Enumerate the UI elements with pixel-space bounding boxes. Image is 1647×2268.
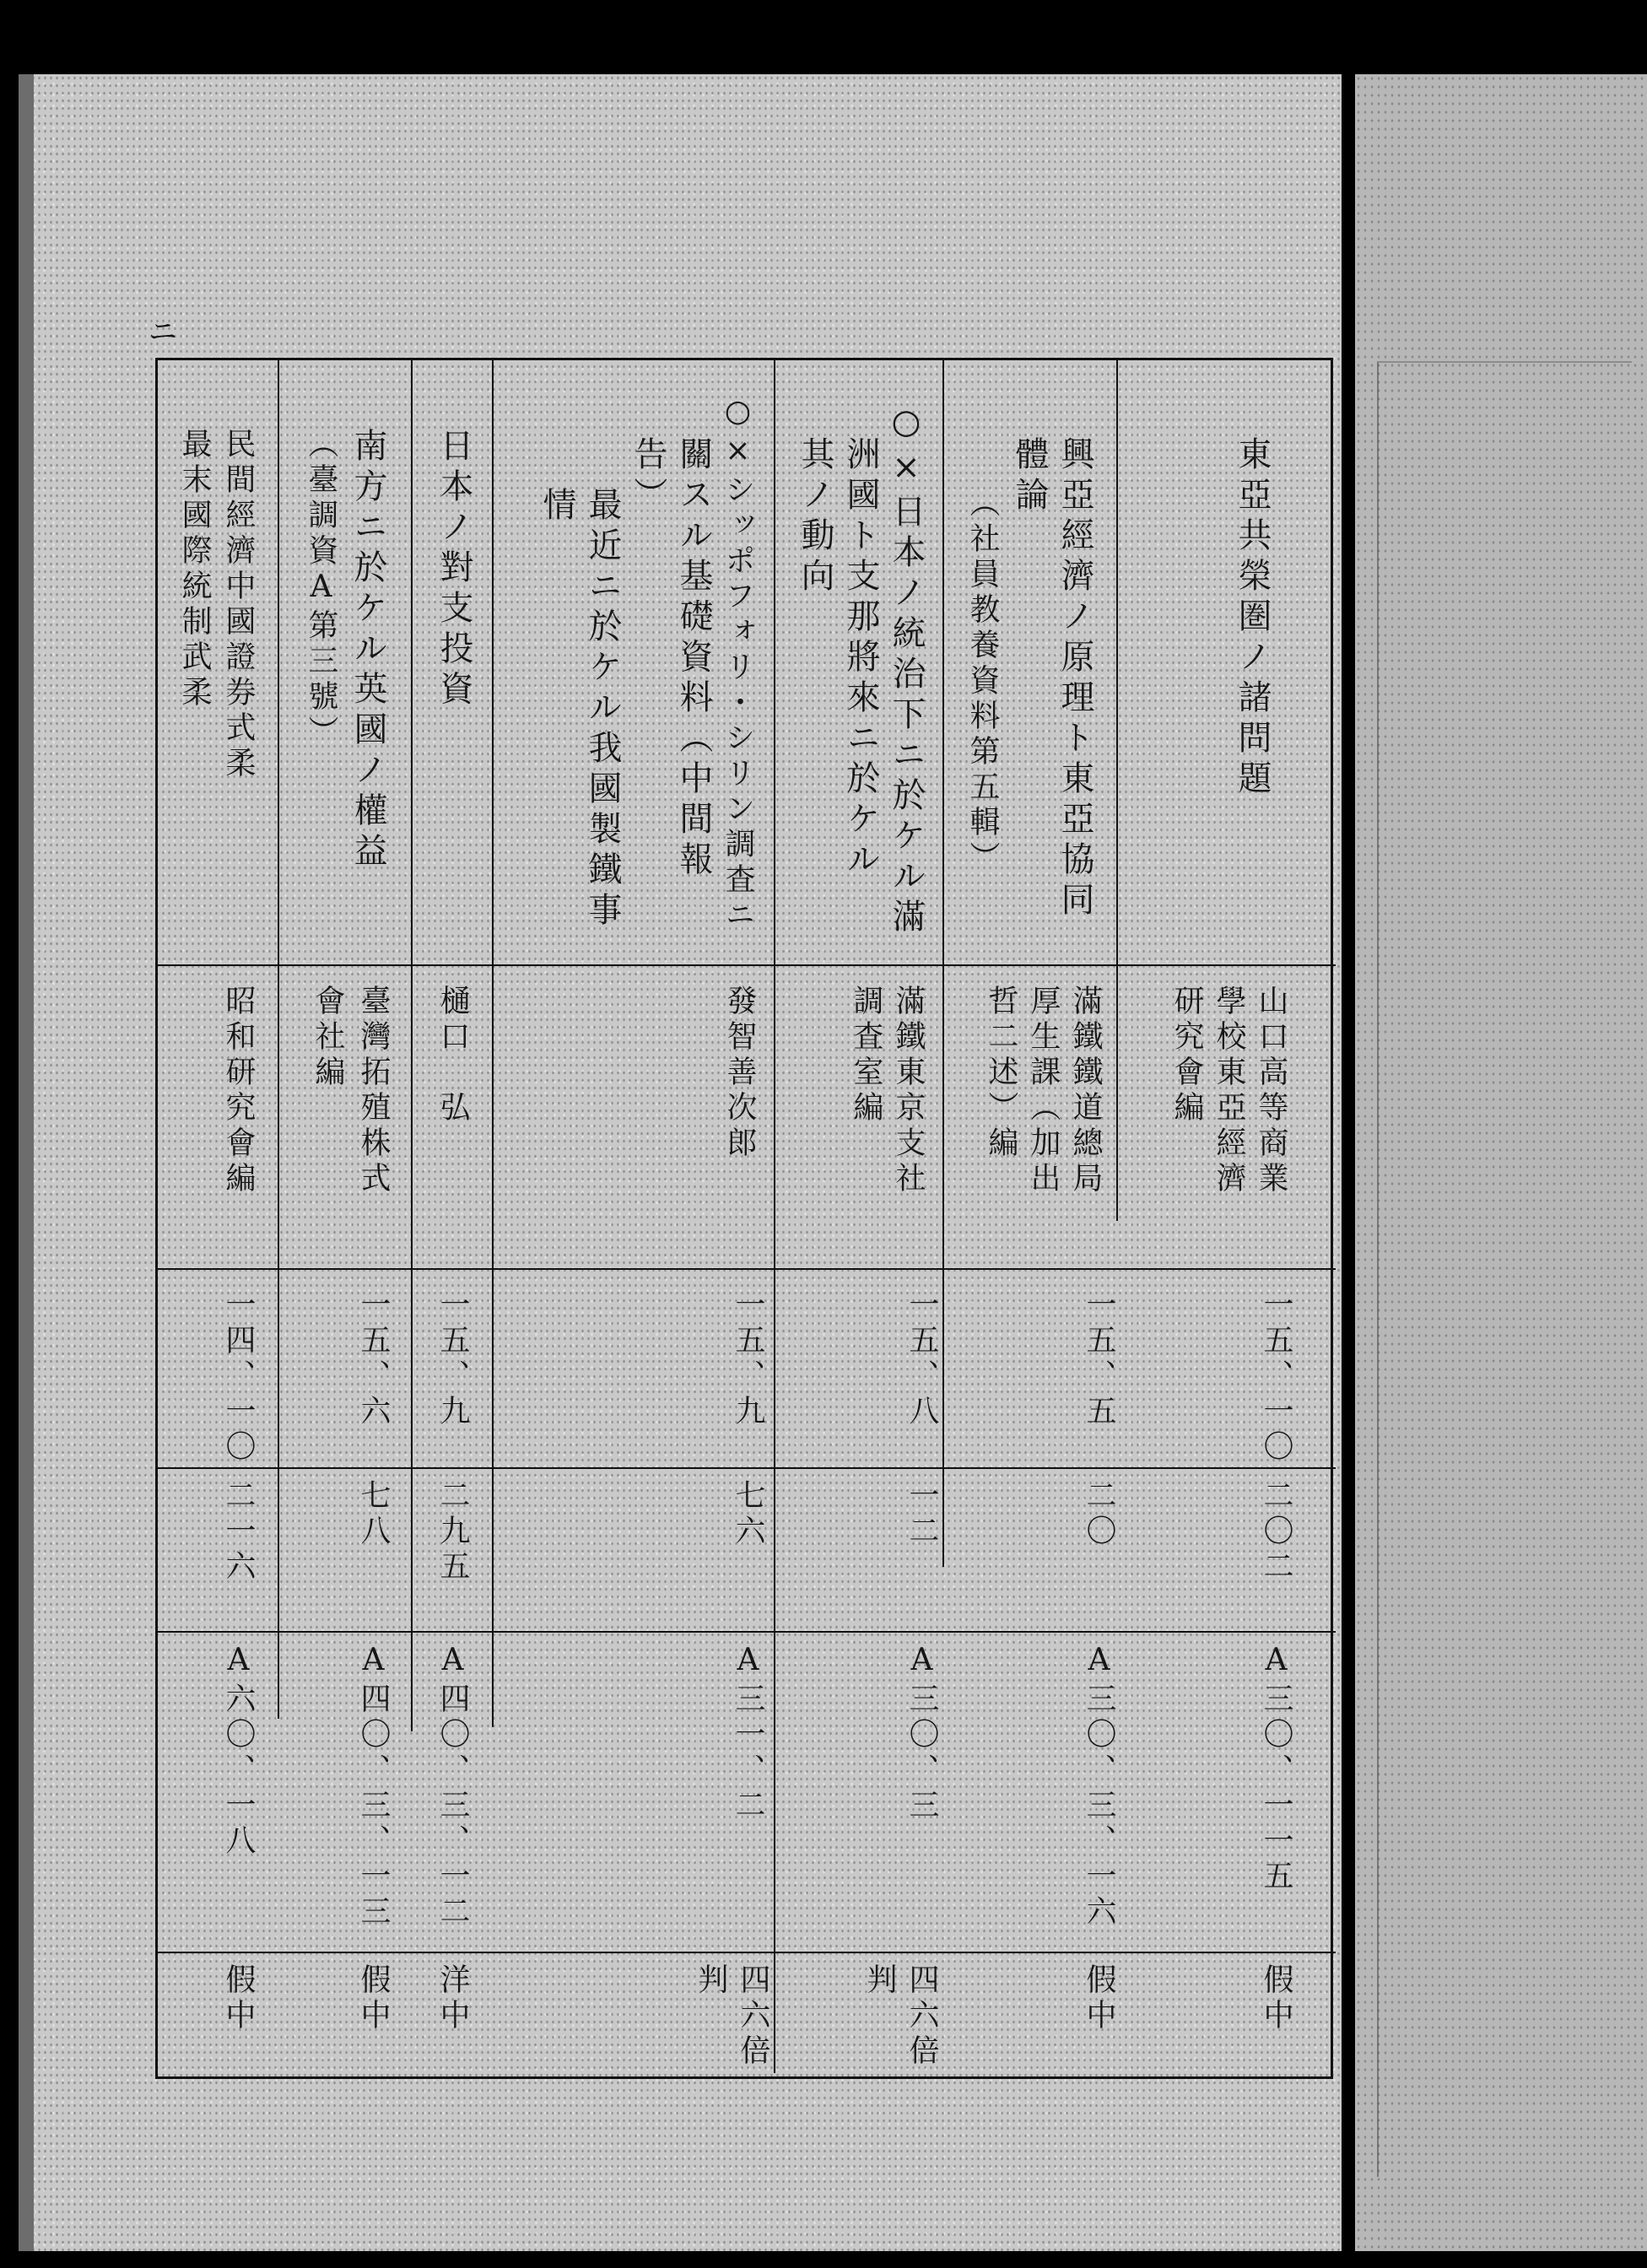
author-line: 研究會編	[1169, 985, 1204, 1126]
pages-cell: 七六	[731, 1479, 765, 1550]
column-divider	[278, 360, 279, 1719]
title-line: 民間經濟中國證券式柔	[221, 428, 256, 782]
title-line: 關スル基礎資料（中間報	[674, 436, 713, 882]
size-cell: 四六倍	[736, 1963, 770, 2070]
code-cell: A三一、二	[731, 1643, 765, 1824]
right-page-edge	[1355, 74, 1647, 2251]
title-line: 日本ノ對支投資	[435, 428, 473, 711]
year-cell: 一五、九	[435, 1288, 470, 1430]
column-divider	[1116, 360, 1118, 1221]
title-line: 最近ニ於ケル我國製鐵事	[583, 487, 622, 932]
code-cell: A三〇、三、一六	[1082, 1643, 1116, 1930]
row-divider-title	[158, 964, 1336, 966]
author-line: 哲二述）編	[984, 985, 1018, 1162]
size-cell: 四六倍	[904, 1963, 939, 2070]
status-cell: 判	[862, 1963, 897, 1999]
code-cell: A四〇、三、一三	[356, 1643, 391, 1930]
author-line: 調査室編	[849, 985, 883, 1126]
pages-cell: 二九五	[435, 1479, 470, 1585]
column-divider	[942, 360, 944, 1567]
title-line: 洲國ト支那將來ニ於ケル	[841, 436, 880, 882]
year-cell: 一五、九	[731, 1288, 765, 1430]
author-line: 會社編	[310, 985, 345, 1091]
pages-cell: 二〇	[1082, 1479, 1116, 1550]
title-line: 興亞經濟ノ原理ト東亞協同	[1056, 436, 1094, 922]
title-line: 其ノ動向	[796, 436, 834, 598]
column-divider	[492, 360, 494, 1727]
title-line: （社員教養資料第五輯）	[965, 487, 1000, 877]
status-cell: 假中	[1082, 1963, 1116, 2034]
year-cell: 一五、五	[1082, 1288, 1116, 1430]
title-line: （臺調資A第三號）	[304, 428, 338, 751]
code-cell: A三〇、一一五	[1259, 1643, 1293, 1895]
page-marker: ニ	[148, 316, 177, 349]
code-cell: A三〇、三	[904, 1643, 939, 1824]
book-spine-shadow	[19, 74, 34, 2251]
catalog-table	[155, 358, 1333, 2079]
title-line: 最末國際統制武柔	[177, 428, 212, 711]
author-line: 厚生課（加出	[1026, 985, 1061, 1197]
author-line: 發智善次郎	[722, 985, 757, 1162]
pages-cell: 一二	[904, 1479, 939, 1550]
code-cell: A六〇、一八	[221, 1643, 256, 1860]
author-line: 昭和研究會編	[221, 985, 256, 1197]
code-cell: A四〇、三、一二	[435, 1643, 470, 1930]
title-line: 南方ニ於ケル英國ノ權益	[348, 428, 387, 873]
status-cell: 假中	[1259, 1963, 1293, 2034]
column-divider	[774, 360, 775, 2073]
pages-cell: 二一六	[221, 1479, 256, 1585]
year-cell: 一五、八	[904, 1288, 939, 1430]
column-divider	[411, 360, 413, 1731]
title-line: 體論	[1010, 436, 1049, 517]
author-line: 學校東亞經濟	[1212, 985, 1246, 1197]
title-line: ○×日本ノ統治下ニ於ケル滿	[887, 402, 926, 939]
title-line: ○×シッポフォリ・シリン調査ニ	[721, 394, 755, 934]
status-cell: 判	[694, 1963, 728, 1999]
author-line: 滿鐵東京支社	[891, 985, 926, 1197]
year-cell: 一五、一〇	[1259, 1288, 1293, 1466]
author-line: 樋口 弘	[435, 985, 470, 1126]
title-line: 告）	[629, 436, 667, 517]
row-divider-code	[158, 1952, 1336, 1953]
author-line: 滿鐵鐵道總局	[1068, 985, 1103, 1197]
title-line: 情	[537, 487, 576, 527]
pages-cell: 七八	[356, 1479, 391, 1550]
year-cell: 一五、六	[356, 1288, 391, 1430]
title-line: 東亞共榮圏ノ諸問題	[1233, 436, 1272, 801]
row-divider-pages	[158, 1631, 1336, 1633]
status-cell: 假中	[221, 1963, 256, 2034]
author-line: 山口高等商業	[1254, 985, 1288, 1197]
faint-table-rule	[1377, 361, 1632, 2177]
status-cell: 假中	[356, 1963, 391, 2034]
pages-cell: 二〇二	[1259, 1479, 1293, 1585]
row-divider-author	[158, 1268, 1336, 1270]
status-cell: 洋中	[435, 1963, 470, 2034]
year-cell: 一四、一〇	[221, 1288, 256, 1466]
author-line: 臺灣拓殖株式	[356, 985, 391, 1197]
row-divider-year	[158, 1467, 1336, 1469]
